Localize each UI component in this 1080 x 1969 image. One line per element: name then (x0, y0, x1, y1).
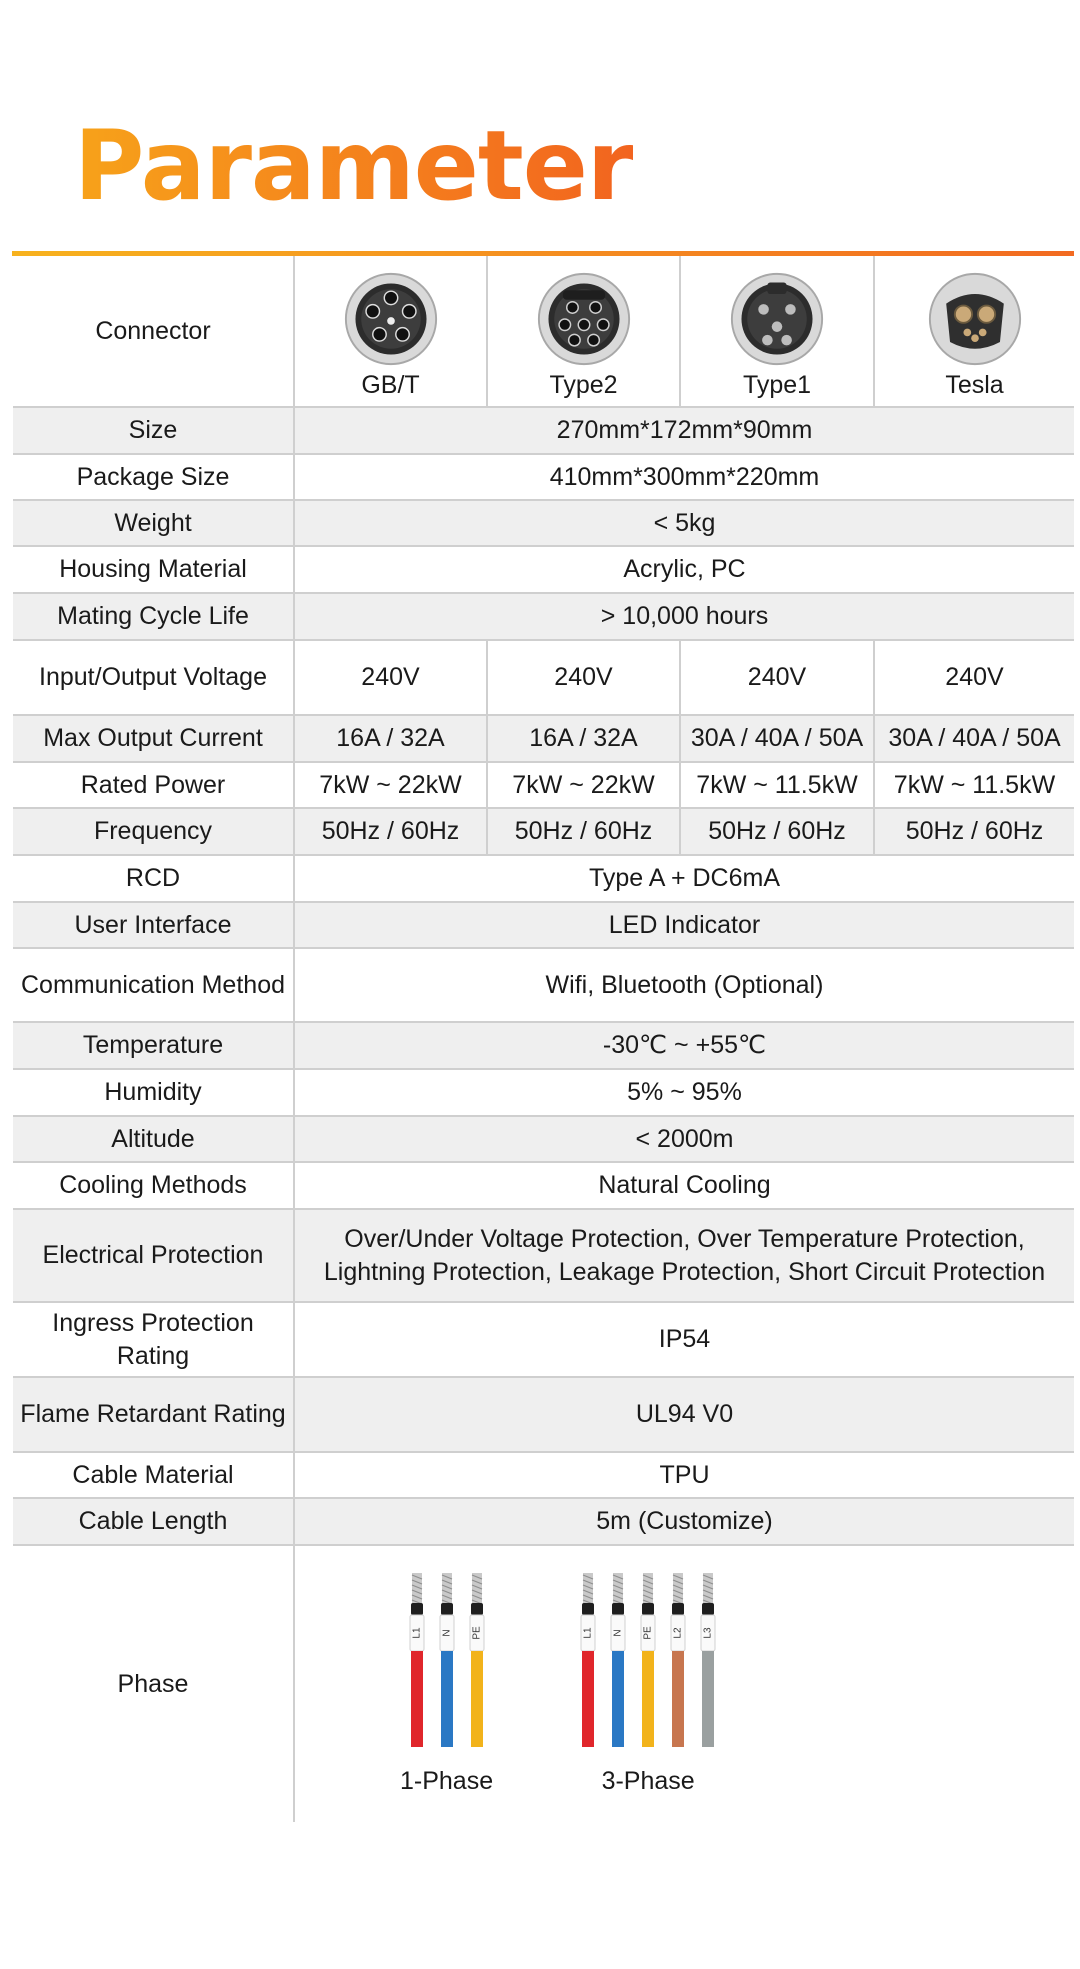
row-label: Package Size (13, 454, 294, 500)
spec-row (13, 593, 1074, 640)
row-value: UL94 V0 (294, 1377, 1074, 1452)
spec-row (13, 500, 1074, 546)
connector-row (13, 256, 1074, 407)
spec-row (13, 1377, 1074, 1452)
row-value: 240V (680, 640, 874, 715)
spec-row (13, 1162, 1074, 1209)
connector-name: Type2 (549, 370, 618, 399)
row-value: 7kW ~ 22kW (294, 762, 487, 808)
wire (641, 1573, 655, 1747)
row-value: Wifi, Bluetooth (Optional) (294, 948, 1074, 1022)
row-label: RCD (13, 855, 294, 902)
row-label: Humidity (13, 1069, 294, 1116)
row-value: 30A / 40A / 50A (680, 715, 874, 762)
wire (440, 1573, 454, 1747)
spec-row (13, 407, 1074, 454)
phase-caption: 3-Phase (601, 1766, 695, 1795)
phase-option (573, 1571, 723, 1798)
wire (701, 1573, 715, 1747)
connector-cell (487, 256, 680, 407)
spec-row (13, 902, 1074, 948)
row-value: 30A / 40A / 50A (874, 715, 1074, 762)
parameter-table-body (13, 256, 1074, 1822)
row-value: 240V (874, 640, 1074, 715)
row-value: 410mm*300mm*220mm (294, 454, 1074, 500)
row-value: 7kW ~ 22kW (487, 762, 680, 808)
row-value: 5% ~ 95% (294, 1069, 1074, 1116)
spec-row (13, 1498, 1074, 1545)
phase-options-cell (294, 1545, 1074, 1822)
wire (470, 1573, 484, 1747)
phase-row (13, 1545, 1074, 1822)
row-label: Frequency (13, 808, 294, 855)
connector-name: Type1 (742, 370, 812, 399)
row-value: Acrylic, PC (294, 546, 1074, 593)
row-label: Size (13, 407, 294, 454)
row-value: 7kW ~ 11.5kW (874, 762, 1074, 808)
wire-tag: PE (642, 1625, 654, 1640)
row-value: 50Hz / 60Hz (487, 808, 680, 855)
phase-caption: 1-Phase (400, 1766, 494, 1795)
wire (611, 1573, 625, 1747)
tesla-plug-icon (927, 271, 1023, 367)
row-value: 16A / 32A (294, 715, 487, 762)
connector-name: GB/T (361, 370, 420, 399)
page-title: Parameter (74, 110, 634, 222)
spec-row (13, 1209, 1074, 1302)
wire (410, 1573, 424, 1747)
wire-tag: L3 (702, 1626, 714, 1639)
spec-row (13, 546, 1074, 593)
row-label: Temperature (13, 1022, 294, 1069)
wire-tag: N (612, 1628, 624, 1637)
type1-plug-icon (729, 271, 825, 367)
row-value: 270mm*172mm*90mm (294, 407, 1074, 454)
row-label: Phase (117, 1669, 189, 1698)
wire-tag: L2 (672, 1626, 684, 1639)
row-label: Mating Cycle Life (13, 593, 294, 640)
row-label: Connector (13, 256, 294, 407)
row-label: Ingress Protection Rating (13, 1302, 294, 1377)
row-label: Altitude (13, 1116, 294, 1162)
row-label: Rated Power (13, 762, 294, 808)
parameter-table (13, 256, 1074, 1822)
row-label: User Interface (13, 902, 294, 948)
row-value: 50Hz / 60Hz (680, 808, 874, 855)
row-value: -30℃ ~ +55℃ (294, 1022, 1074, 1069)
phase-option (400, 1571, 493, 1798)
connector-cell (680, 256, 874, 407)
spec-row (13, 715, 1074, 762)
wire-tag: N (441, 1628, 453, 1637)
spec-row (13, 808, 1074, 855)
row-value: IP54 (294, 1302, 1074, 1377)
spec-row (13, 1069, 1074, 1116)
spec-row (13, 1022, 1074, 1069)
row-label: Communication Method (13, 948, 294, 1022)
row-value: Over/Under Voltage Protection, Over Temperature Protection, Lightning Protection, Leakage Protection, Short Circuit Protection (294, 1209, 1074, 1302)
spec-row (13, 640, 1074, 715)
wire (581, 1573, 595, 1747)
spec-row (13, 454, 1074, 500)
row-value: 50Hz / 60Hz (874, 808, 1074, 855)
row-label: Cooling Methods (13, 1162, 294, 1209)
row-value: > 10,000 hours (294, 593, 1074, 640)
phase-options (295, 1571, 1074, 1798)
spec-row (13, 1116, 1074, 1162)
row-value: < 2000m (294, 1116, 1074, 1162)
spec-row (13, 1302, 1074, 1377)
wire-tag: L1 (582, 1626, 594, 1639)
row-label: Max Output Current (13, 715, 294, 762)
row-value: 240V (487, 640, 680, 715)
connector-cell (874, 256, 1074, 407)
row-value: LED Indicator (294, 902, 1074, 948)
connector-cell (294, 256, 487, 407)
wire-tag: L1 (411, 1626, 423, 1639)
row-label: Input/Output Voltage (13, 640, 294, 715)
row-value: TPU (294, 1452, 1074, 1498)
row-label: Cable Length (13, 1498, 294, 1545)
row-value: 50Hz / 60Hz (294, 808, 487, 855)
connector-name: Tesla (945, 370, 1004, 399)
spec-row (13, 855, 1074, 902)
row-value: Type A + DC6mA (294, 855, 1074, 902)
row-label: Housing Material (13, 546, 294, 593)
row-value: 7kW ~ 11.5kW (680, 762, 874, 808)
row-value: 16A / 32A (487, 715, 680, 762)
spec-row (13, 762, 1074, 808)
cable-wires-icon (573, 1571, 723, 1751)
row-value: < 5kg (294, 500, 1074, 546)
type2-plug-icon (536, 271, 632, 367)
row-label: Weight (13, 500, 294, 546)
spec-row (13, 1452, 1074, 1498)
row-value: 5m (Customize) (294, 1498, 1074, 1545)
wire (671, 1573, 685, 1747)
row-value: 240V (294, 640, 487, 715)
wire-tag: PE (471, 1625, 483, 1640)
row-label: Electrical Protection (13, 1209, 294, 1302)
gbt-plug-icon (343, 271, 439, 367)
row-label: Cable Material (13, 1452, 294, 1498)
cable-wires-icon (402, 1571, 492, 1751)
row-value: Natural Cooling (294, 1162, 1074, 1209)
spec-row (13, 948, 1074, 1022)
row-label: Flame Retardant Rating (13, 1377, 294, 1452)
